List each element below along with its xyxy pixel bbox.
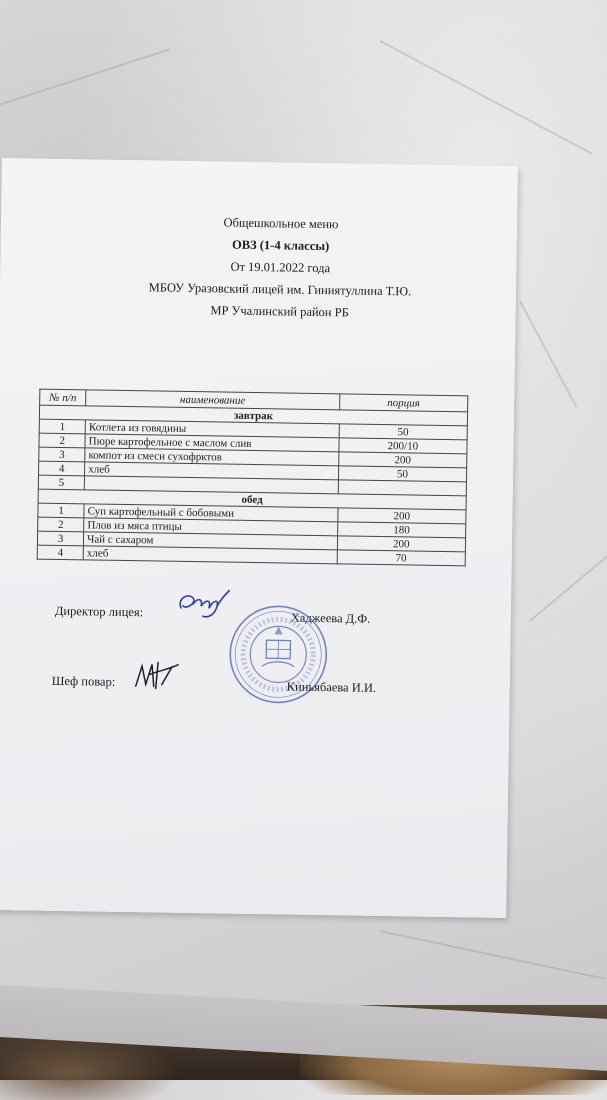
header-num: № п/п <box>40 389 86 406</box>
row-num: 1 <box>39 419 85 434</box>
header-name: наименование <box>86 390 340 410</box>
row-name: Котлета из говядины <box>85 420 339 438</box>
row-num: 2 <box>39 433 85 448</box>
row-num: 3 <box>37 531 83 546</box>
row-name: Пюре картофельное с маслом слив <box>85 434 339 452</box>
document-date: От 19.01.2022 года <box>230 259 331 276</box>
row-name: хлеб <box>83 546 337 564</box>
row-name: Плов из мяса птицы <box>84 518 338 536</box>
section-title: обед <box>38 489 466 510</box>
row-name: Чай с сахаром <box>84 532 338 550</box>
chef-label: Шеф повар: <box>51 673 116 689</box>
header-portion: порция <box>339 394 468 412</box>
menu-table <box>37 389 469 567</box>
row-name: хлеб <box>85 462 339 480</box>
director-name: Хаджеева Д.Ф. <box>290 610 371 626</box>
document-subtitle: ОВЗ (1-4 классы) <box>231 237 330 254</box>
row-portion: 200/10 <box>339 438 468 454</box>
chef-signature <box>132 658 183 693</box>
row-num: 1 <box>38 503 84 518</box>
row-num: 4 <box>39 461 85 476</box>
school-name: МБОУ Уразовский лицей им. Гиниятуллина Т.Ю. <box>148 280 412 299</box>
director-label: Директор лицея: <box>54 603 144 620</box>
row-name: Суп картофельный с бобовыми <box>84 504 338 522</box>
row-num: 2 <box>38 517 84 532</box>
row-num: 3 <box>39 447 85 462</box>
row-portion: 50 <box>339 424 468 440</box>
row-portion: 200 <box>337 508 466 524</box>
row-portion: 70 <box>337 550 466 566</box>
row-portion: 200 <box>338 452 467 468</box>
menu-document <box>0 158 518 918</box>
section-title: завтрак <box>39 405 467 426</box>
row-portion: 50 <box>338 466 467 482</box>
document-title: Общешкольное меню <box>223 215 339 232</box>
chef-name: Киньябаева И.И. <box>286 679 377 695</box>
row-portion: 180 <box>337 522 466 538</box>
row-name: компот из смеси сухофрктов <box>85 448 339 466</box>
row-portion: 200 <box>337 536 466 552</box>
director-signature <box>173 586 234 623</box>
district-name: МР Учалинский район РБ <box>210 303 349 320</box>
row-num: 5 <box>38 475 84 490</box>
row-num: 4 <box>37 545 83 560</box>
